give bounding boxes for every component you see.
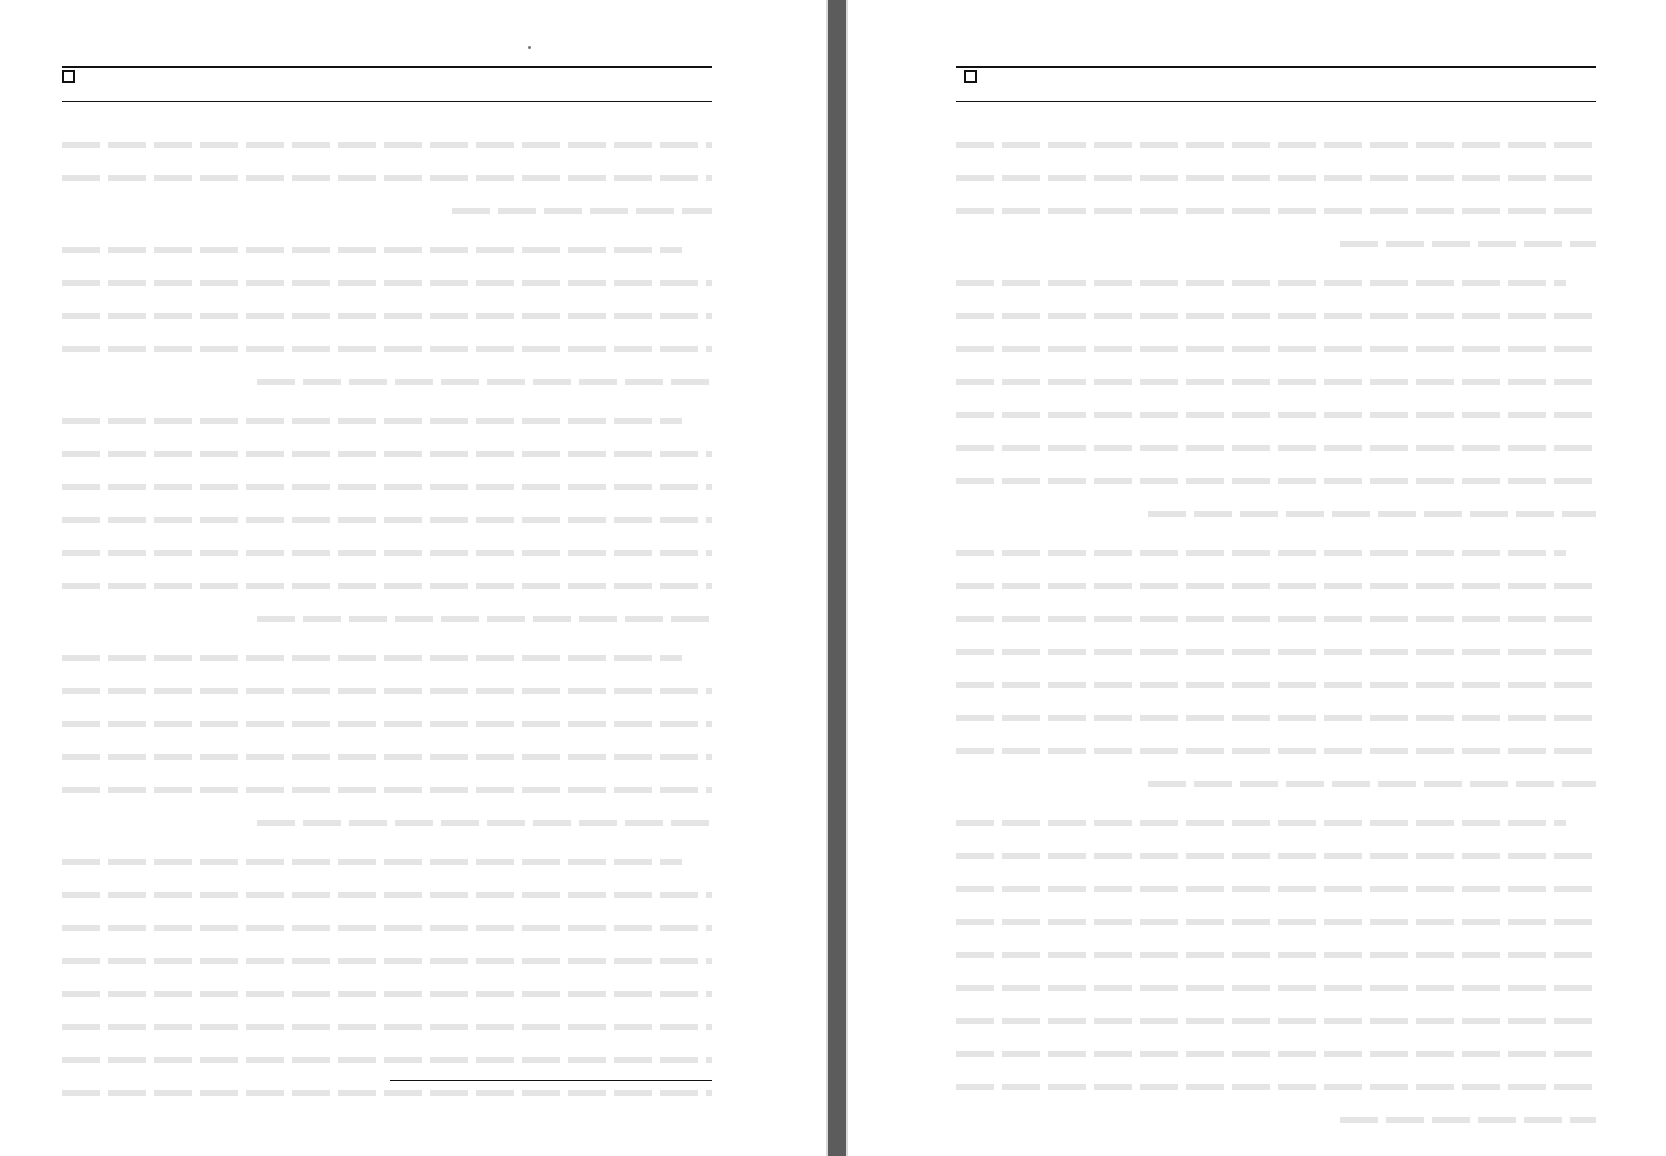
paragraph [62,233,712,398]
paragraph [956,128,1596,260]
right-page [848,0,1666,1156]
paragraph [956,266,1596,530]
paragraph [62,845,712,1109]
header-rule-top [62,66,712,68]
header-rule-bottom [956,101,1596,102]
right-page-body [956,128,1596,1142]
paragraph [62,404,712,635]
right-page-header [956,62,1596,102]
square-ornament-icon [964,70,977,83]
book-gutter [828,0,846,1156]
paragraph [956,536,1596,800]
header-rule-top [956,66,1596,68]
left-page [0,0,826,1156]
header-rule-bottom [62,101,712,102]
paragraph [62,128,712,227]
page-number-block [956,70,977,83]
square-ornament-icon [62,70,75,83]
paragraph [956,806,1596,1136]
page-number-block [62,70,83,83]
paragraph [62,641,712,839]
left-page-header [62,62,712,102]
left-page-body [62,128,712,1115]
scan-mark [528,46,531,49]
footnote-rule [390,1080,712,1081]
